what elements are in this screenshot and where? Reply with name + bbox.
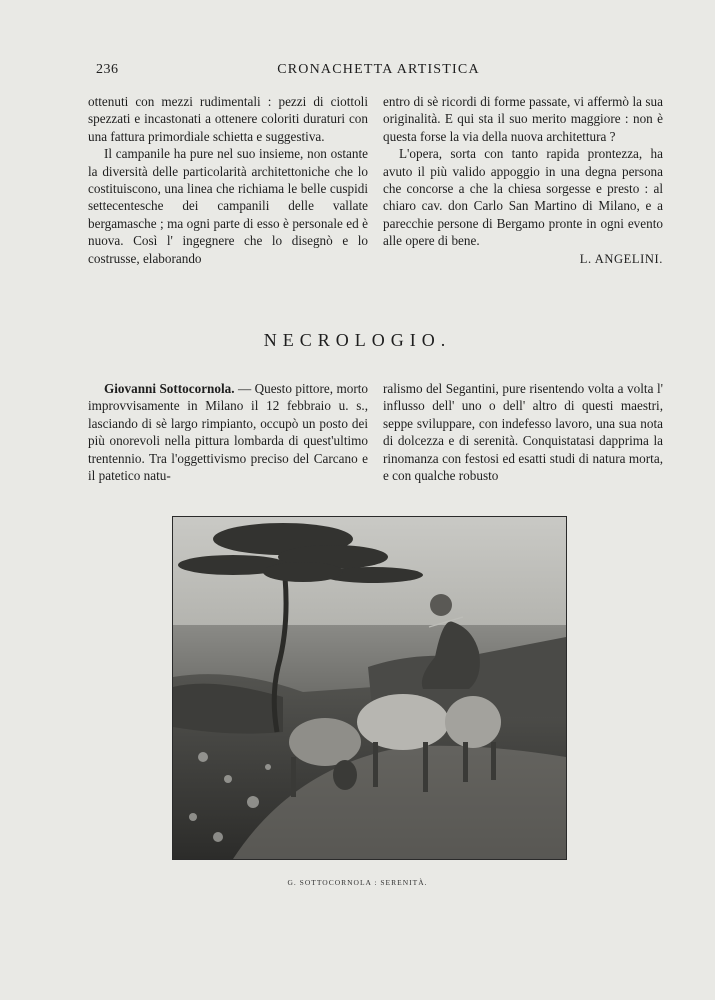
page-number: 236 (96, 62, 119, 77)
author-signature: L. ANGELINI. (579, 251, 663, 266)
running-title: CRONACHETTA ARTISTICA (277, 62, 480, 77)
article-right-column (383, 93, 663, 268)
obituary-name: Giovanni Sottocornola. (104, 381, 235, 396)
painting-reproduction (172, 516, 567, 860)
paragraph: L'opera, sorta con tanto rapida prontezza, ha avuto il più valido appoggio in una degna persona che concorse a che la chiesa sorgesse e presto : al chiaro cav. don Carlo San Martino di Milano, e a parecchie persone di Bergamo pronte in ogni evento alle opere di bene. (383, 146, 663, 249)
paragraph: Il campanile ha pure nel suo insieme, non ostante la diversità delle particolarità architettoniche che lo costituiscono, una linea che richiama le belle cuspidi settecentesche dei campanili delle vallate bergamasche ; ma ogni parte di esso è personale ed è nuova. Così l' ingegnere che lo disegnò e lo costrusse, elaborando (88, 146, 368, 266)
paragraph: ottenuti con mezzi rudimentali : pezzi di ciottoli spezzati e incastonati a ottenere coloriti duraturi con una fattura primordiale schietta e suggestiva. (88, 94, 368, 144)
obituary-right-column (383, 380, 663, 484)
paragraph: entro di sè ricordi di forme passate, vi affermò la sua originalità. E qui sta il suo merito maggiore : non è questa forse la via della nuova architettura ? (383, 94, 663, 144)
article-left-column (88, 93, 368, 267)
page-header (96, 62, 661, 84)
obituary-text: — Questo pittore, morto improvvisamente in Milano il 12 febbraio u. s., lasciando di sè largo rimpianto, occupò un posto dei più onorevoli nella pittura lombarda di quest'ultimo trentennio. Tra l'oggettivismo preciso del Carcano e il patetico natu- (88, 381, 368, 484)
obituary-paragraph-continued: ralismo del Segantini, pure risentendo volta a volta l' influsso dell' uno o dell' altro di questi maestri, seppe svilupparе, con indefesso lavoro, una sua nota di dolcezza e di serenità. Conquistatasi dapprima la rinomanza con festosi ed esatti studi di natura morta, e con qualche robusto (383, 381, 663, 484)
obituary-paragraph (88, 380, 368, 484)
obituary-left-column (88, 380, 368, 484)
figure-caption: G. SOTTOCORNOLA : SERENITÀ. (287, 878, 428, 887)
section-title: NECROLOGIO. (263, 330, 452, 350)
